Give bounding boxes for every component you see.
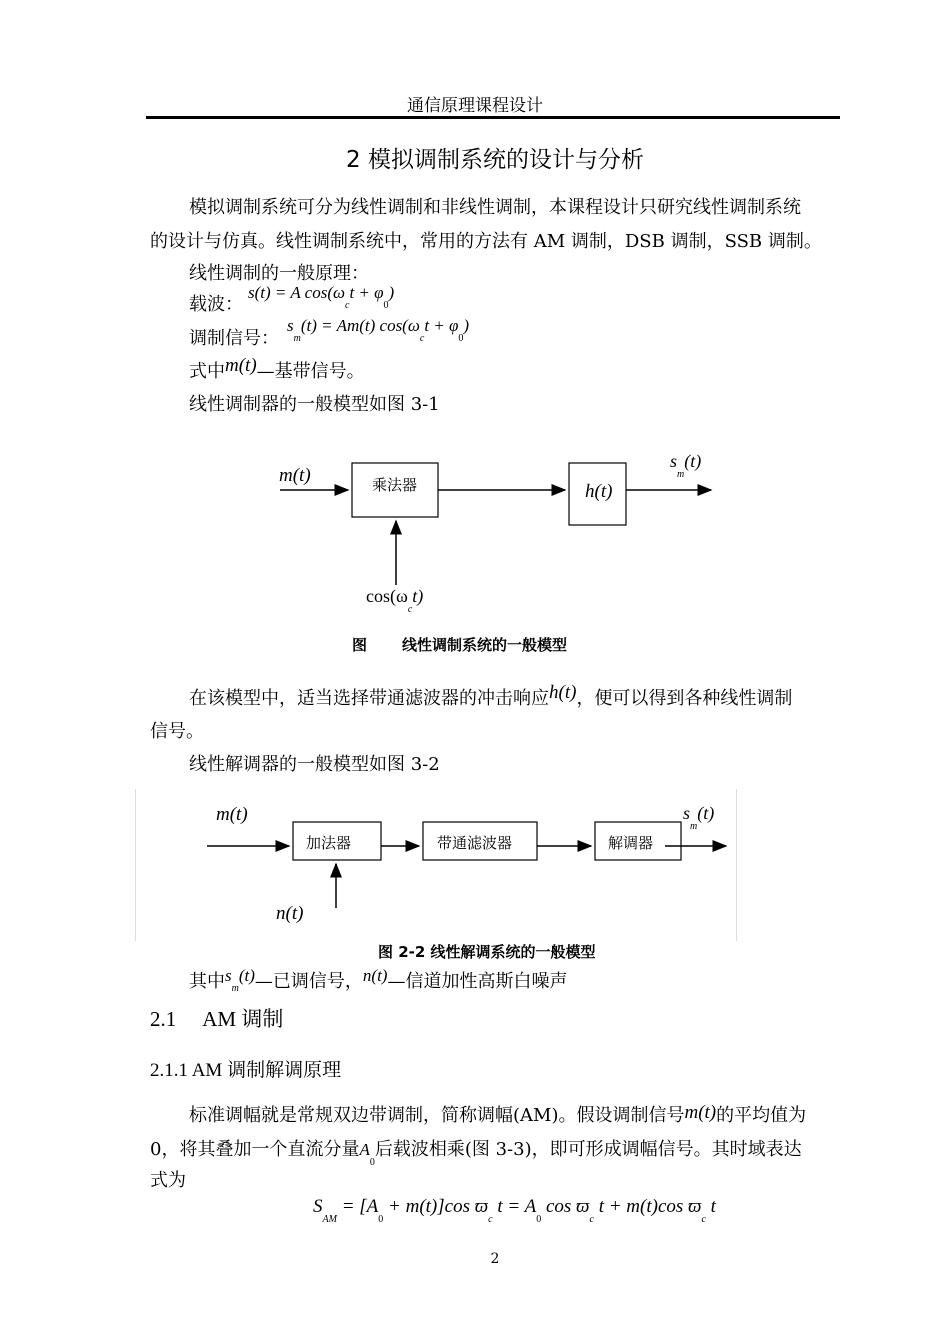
model-ref-2: 线性解调器的一般模型如图 3-2 (189, 754, 440, 775)
fig1-caption-fig: 图 (352, 636, 368, 654)
model-ref-1: 线性调制器的一般模型如图 3-1 (189, 394, 440, 415)
modulated-label: 调制信号： (189, 328, 279, 349)
am-line1: 标准调幅就是常规双边带调制，简称调幅(AM)。假设调制信号m(t)的平均值为 (189, 1102, 807, 1126)
para2-line2: 信号。 (150, 721, 204, 742)
multiplier-label: 乘法器 (372, 476, 418, 494)
chapter-title: 2 模拟调制系统的设计与分析 (346, 147, 644, 173)
am-equation: $S_{AM} = [A_0 + m(t)]\cos$ $ϖ_c$ $t = A_0$ $\cos ϖ_c$ t + m(t)cos $ϖ_c$ t (313, 1196, 716, 1225)
fig2-input-label: m(t) (216, 804, 248, 825)
fig2-caption: 图 2-2 线性解调系统的一般模型 (378, 943, 596, 961)
bpf-label: 带通滤波器 (437, 834, 513, 852)
demod-label: 解调器 (608, 834, 654, 852)
section-heading: 2.1 AM 调制 (150, 1007, 284, 1031)
carrier-equation: s(t) = A $\cos(\omega_ct + \varphi_0)$ (248, 283, 395, 311)
principle-label: 线性调制的一般原理： (189, 263, 369, 284)
intro-line2: 的设计与仿真。线性调制系统中，常用的方法有 AM 调制，DSB 调制，SSB 调制。 (150, 231, 822, 252)
fig2-noise-label: n(t) (276, 903, 304, 924)
where-line: 式中m(t)—基带信号。 (189, 355, 365, 382)
page-header: 通信原理课程设计 (407, 96, 543, 116)
fig1-carrier-label: $\cos(\omega_ct)$ (366, 586, 424, 615)
am-line3: 式为 (150, 1170, 186, 1191)
fig2-output-label: $s_m(t)$ (683, 803, 715, 832)
para2-line1: 在该模型中，适当选择带通滤波器的冲击响应h(t)，便可以得到各种线性调制 (189, 682, 793, 709)
fig1-output-label: $s_m(t)$ (670, 451, 702, 480)
page-number: 2 (490, 1251, 500, 1267)
fig1-input-label: m(t) (279, 465, 311, 486)
note-line: 其中$s_m(t)—$已调信号，n(t)—信道加性高斯白噪声 (189, 966, 568, 994)
fig1-caption-text: 线性调制系统的一般模型 (402, 636, 568, 654)
adder-label: 加法器 (306, 834, 352, 852)
modulated-equation: $s_m(t) = Am(t) \cos(\omega_ct + \varphi_0)$ (287, 316, 470, 344)
am-line2: 0，将其叠加一个直流分量$A_0$后载波相乘(图 3-3)，即可形成调幅信号。其时域表达 (150, 1139, 802, 1168)
intro-line1: 模拟调制系统可分为线性调制和非线性调制，本课程设计只研究线性调制系统 (189, 197, 801, 218)
filter-label: h(t) (585, 481, 613, 502)
subsection-heading: 2.1.1 AM 调制解调原理 (150, 1060, 342, 1081)
carrier-label: 载波： (189, 294, 243, 315)
